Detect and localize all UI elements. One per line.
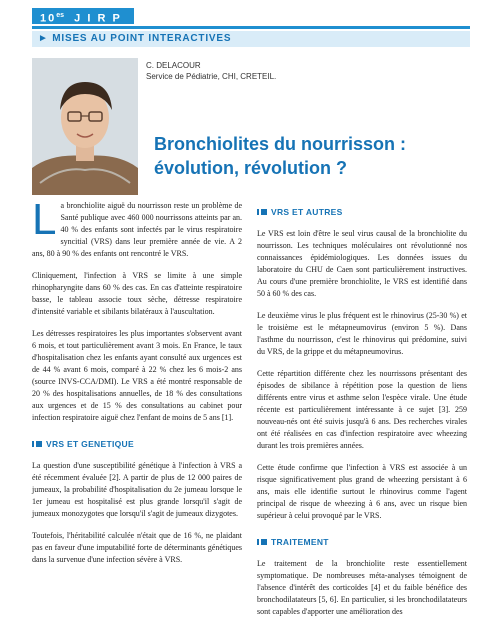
left-column xyxy=(32,195,242,576)
heading-marker-icon xyxy=(32,441,34,447)
badge-superscript: es xyxy=(56,12,65,19)
paragraph: Cliniquement, l'infection à VRS se limite à une simple rhinopharyngite dans 60 % des cas. En cas d'atteinte respiratoire basse, le tableau associe toux sèche, détresse respiratoire d'intensité variable et sibilants bilatéraux à l'auscultation. xyxy=(32,271,242,316)
heading-marker-icon xyxy=(257,539,259,545)
heading-marker-icon xyxy=(257,209,259,215)
paragraph: Le traitement de la bronchiolite reste essentiellement symptomatique. De nombreuses méta-analyses témoignent de l'absence d'intérêt des corticoïdes [4] et du faible bénéfice des bronchodilatateurs [5, 6]. En particulier, si les bronchodilatateurs sont capables d'apporter une amélioration des xyxy=(257,559,467,616)
badge-text: J I R P xyxy=(74,12,122,25)
heading-marker-icon xyxy=(36,441,42,447)
section-heading: VRS ET GENETIQUE xyxy=(32,438,242,450)
section-heading: TRAITEMENT xyxy=(257,536,467,548)
paragraph: Le deuxième virus le plus fréquent est le rhinovirus (25-30 %) et le troisième est le métapneumovirus (environ 5 %). Dans l'asthme du nourrisson, c'est le rhinovirus qui prédomine, suivi du VRS, de la grippe et du métapneumovirus. xyxy=(257,311,467,356)
paragraph: La question d'une susceptibilité génétique à l'infection à VRS a été récemment évaluée [2]. A partir de plus de 12 000 paires de jumeaux, la probabilité d'hospitalisation du 2e jumeau lorsque le 1er jumeau est hospitalisé est plus grande lorsqu'il s'agit de jumeaux monozygotes que lorsqu'il s'agit de jumeaux dizygotes. xyxy=(32,461,242,518)
badge-number: 10 xyxy=(40,12,57,25)
author-affiliation: Service de Pédiatrie, CHI, CRETEIL. xyxy=(146,72,277,81)
heading-marker-icon xyxy=(261,209,267,215)
paragraph: Le VRS est loin d'être le seul virus causal de la bronchiolite du nourrisson. Les techniques moléculaires ont révolutionné nos connaissances épidémiologiques. Les données issues du laboratoire du CHU de Caen sont particulièrement instructives. Au cours d'une première bronchiolite, le VRS est identifié dans 50 à 60 % des cas. xyxy=(257,229,467,298)
section-heading: VRS ET AUTRES xyxy=(257,206,467,218)
title-line-1: Bronchiolites du nourrisson : xyxy=(154,134,407,154)
title-line-2: évolution, révolution ? xyxy=(154,158,347,178)
paragraph: Cette répartition différente chez les nourrissons présentant des épisodes de sibilance à répétition pose la question de liens différents entre virus et asthme selon l'espèce virale. Une étude récente est particulièrement intéressante à ce sujet [3]. 259 nouveau-nés ont été suivis jusqu'à 6 ans. Des recherches virales ont été réalisées en cas d'infection respiratoire avec wheezing durant les trois premières années. xyxy=(257,369,467,450)
section-title: ► MISES AU POINT INTERACTIVES xyxy=(38,33,232,44)
heading-marker-icon xyxy=(261,539,267,545)
right-column xyxy=(257,200,467,628)
drop-cap: L xyxy=(32,195,57,244)
journal-badge xyxy=(32,8,134,24)
paragraph: Toutefois, l'héritabilité calculée n'était que de 16 %, ne plaidant pas en faveur d'une imputabilité forte de déterminants génétiques dans la survenue d'une infection sévère à VRS. xyxy=(32,531,242,564)
paragraph: La bronchiolite aiguë du nourrisson reste un problème de Santé publique avec 460 000 nourrissons atteints par an. 40 % des enfants sont infectés par le virus respiratoire syncitial (VRS) dans leur première année de vie. A 2 ans, 80 à 90 % des enfants ont rencontré le VRS. xyxy=(32,195,242,258)
author-block xyxy=(146,60,276,82)
paragraph: Les détresses respiratoires les plus importantes s'observent avant 6 mois, et tout particulièrement avant 3 mois. En France, le taux d'hospitalisation chez les enfants ayant consulté aux urgences est de 44 % avant 6 mois, comparé à 22 % chez les 6 mois-2 ans (source INVS-CCA/DMI). Le VRS a été montré responsable de 20 % des hospitalisations annuelles, de 18 % des consultations aux urgences et de 15 % des consultations au cabinet pour infection respiratoire aiguë chez l'enfant de moins de 5 ans [1]. xyxy=(32,329,242,422)
header-rule xyxy=(32,26,470,29)
author-name: C. DELACOUR xyxy=(146,61,201,70)
paragraph: Cette étude confirme que l'infection à VRS est associée à un risque significativement plus grand de wheezing persistant à 6 ans, mais elle identifie surtout le rhinovirus comme l'agent principal de risque de wheezing à 6 ans, avec un risque bien supérieur à celui provoqué par le VRS. xyxy=(257,463,467,520)
article-title xyxy=(154,132,406,180)
author-photo xyxy=(32,58,138,195)
